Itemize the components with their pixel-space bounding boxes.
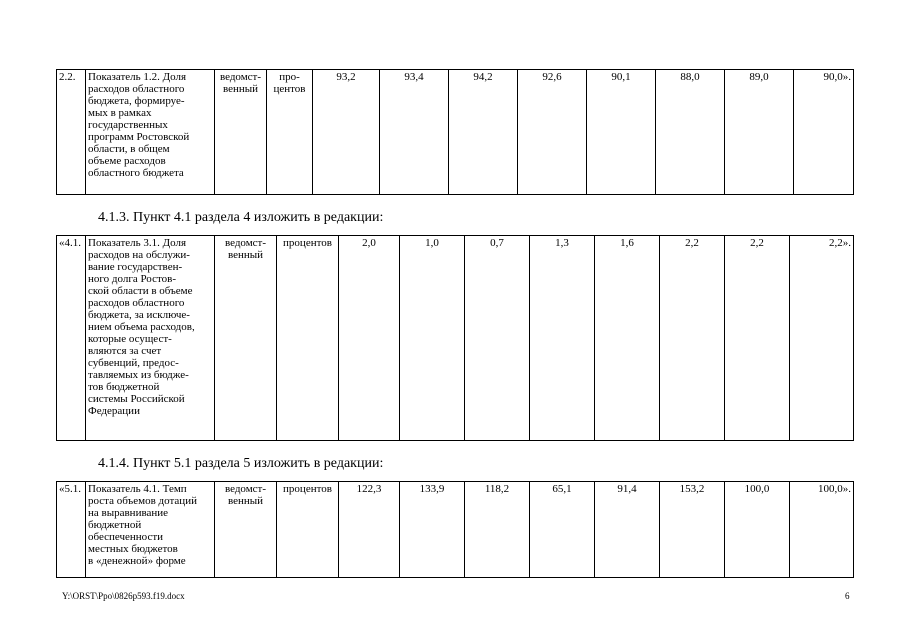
value-cell: 2,2 xyxy=(725,236,790,441)
value-cell: 89,0 xyxy=(725,70,794,195)
value-cell: 65,1 xyxy=(530,482,595,578)
row-number: «4.1. xyxy=(57,236,86,441)
unit-of-measure: процентов xyxy=(277,236,339,441)
section-heading: 4.1.4. Пункт 5.1 раздела 5 изложить в редакции: xyxy=(98,456,384,471)
indicator-type: ведомст- венный xyxy=(215,70,267,195)
value-cell: 2,2». xyxy=(790,236,854,441)
value-cell: 118,2 xyxy=(465,482,530,578)
value-cell: 93,4 xyxy=(380,70,449,195)
value-cell: 91,4 xyxy=(595,482,660,578)
indicator-description: Показатель 3.1. Доля расходов на обслужи- вание государствен- ного долга Ростов- ской области в объеме расходов областного бюджета, за исключе- нием объема расходов, которые осущест- вляются за счет субвенций, предос- тавляемых из бюдже- тов бюджетной системы Российской Федерации xyxy=(86,236,215,441)
value-cell: 1,3 xyxy=(530,236,595,441)
value-cell: 90,1 xyxy=(587,70,656,195)
value-cell: 2,0 xyxy=(339,236,400,441)
indicator-description: Показатель 1.2. Доля расходов областного бюджета, формируе- мых в рамках государственных программ Ростовской области, в общем объеме расходов областного бюджета xyxy=(86,70,215,195)
value-cell: 100,0». xyxy=(790,482,854,578)
unit-of-measure: про- центов xyxy=(267,70,313,195)
indicator-table-2-2 xyxy=(56,69,854,195)
row-number: 2.2. xyxy=(57,70,86,195)
value-cell: 90,0». xyxy=(794,70,854,195)
value-cell: 1,6 xyxy=(595,236,660,441)
table-row xyxy=(57,236,854,441)
footer-page-number: 6 xyxy=(845,591,850,601)
value-cell: 94,2 xyxy=(449,70,518,195)
value-cell: 133,9 xyxy=(400,482,465,578)
value-cell: 2,2 xyxy=(660,236,725,441)
value-cell: 100,0 xyxy=(725,482,790,578)
row-number: «5.1. xyxy=(57,482,86,578)
indicator-table-4-1 xyxy=(56,235,854,441)
value-cell: 88,0 xyxy=(656,70,725,195)
value-cell: 153,2 xyxy=(660,482,725,578)
table-row xyxy=(57,70,854,195)
footer-file-path: Y:\ORST\Ppo\0826p593.f19.docx xyxy=(62,591,185,601)
unit-of-measure: процентов xyxy=(277,482,339,578)
section-heading: 4.1.3. Пункт 4.1 раздела 4 изложить в редакции: xyxy=(98,210,384,225)
indicator-description: Показатель 4.1. Темп роста объемов дотаций на выравнивание бюджетной обеспеченности местных бюджетов в «денежной» форме xyxy=(86,482,215,578)
value-cell: 92,6 xyxy=(518,70,587,195)
value-cell: 122,3 xyxy=(339,482,400,578)
indicator-type: ведомст- венный xyxy=(215,482,277,578)
indicator-table-5-1 xyxy=(56,481,854,578)
value-cell: 0,7 xyxy=(465,236,530,441)
indicator-type: ведомст- венный xyxy=(215,236,277,441)
value-cell: 93,2 xyxy=(313,70,380,195)
table-row xyxy=(57,482,854,578)
value-cell: 1,0 xyxy=(400,236,465,441)
